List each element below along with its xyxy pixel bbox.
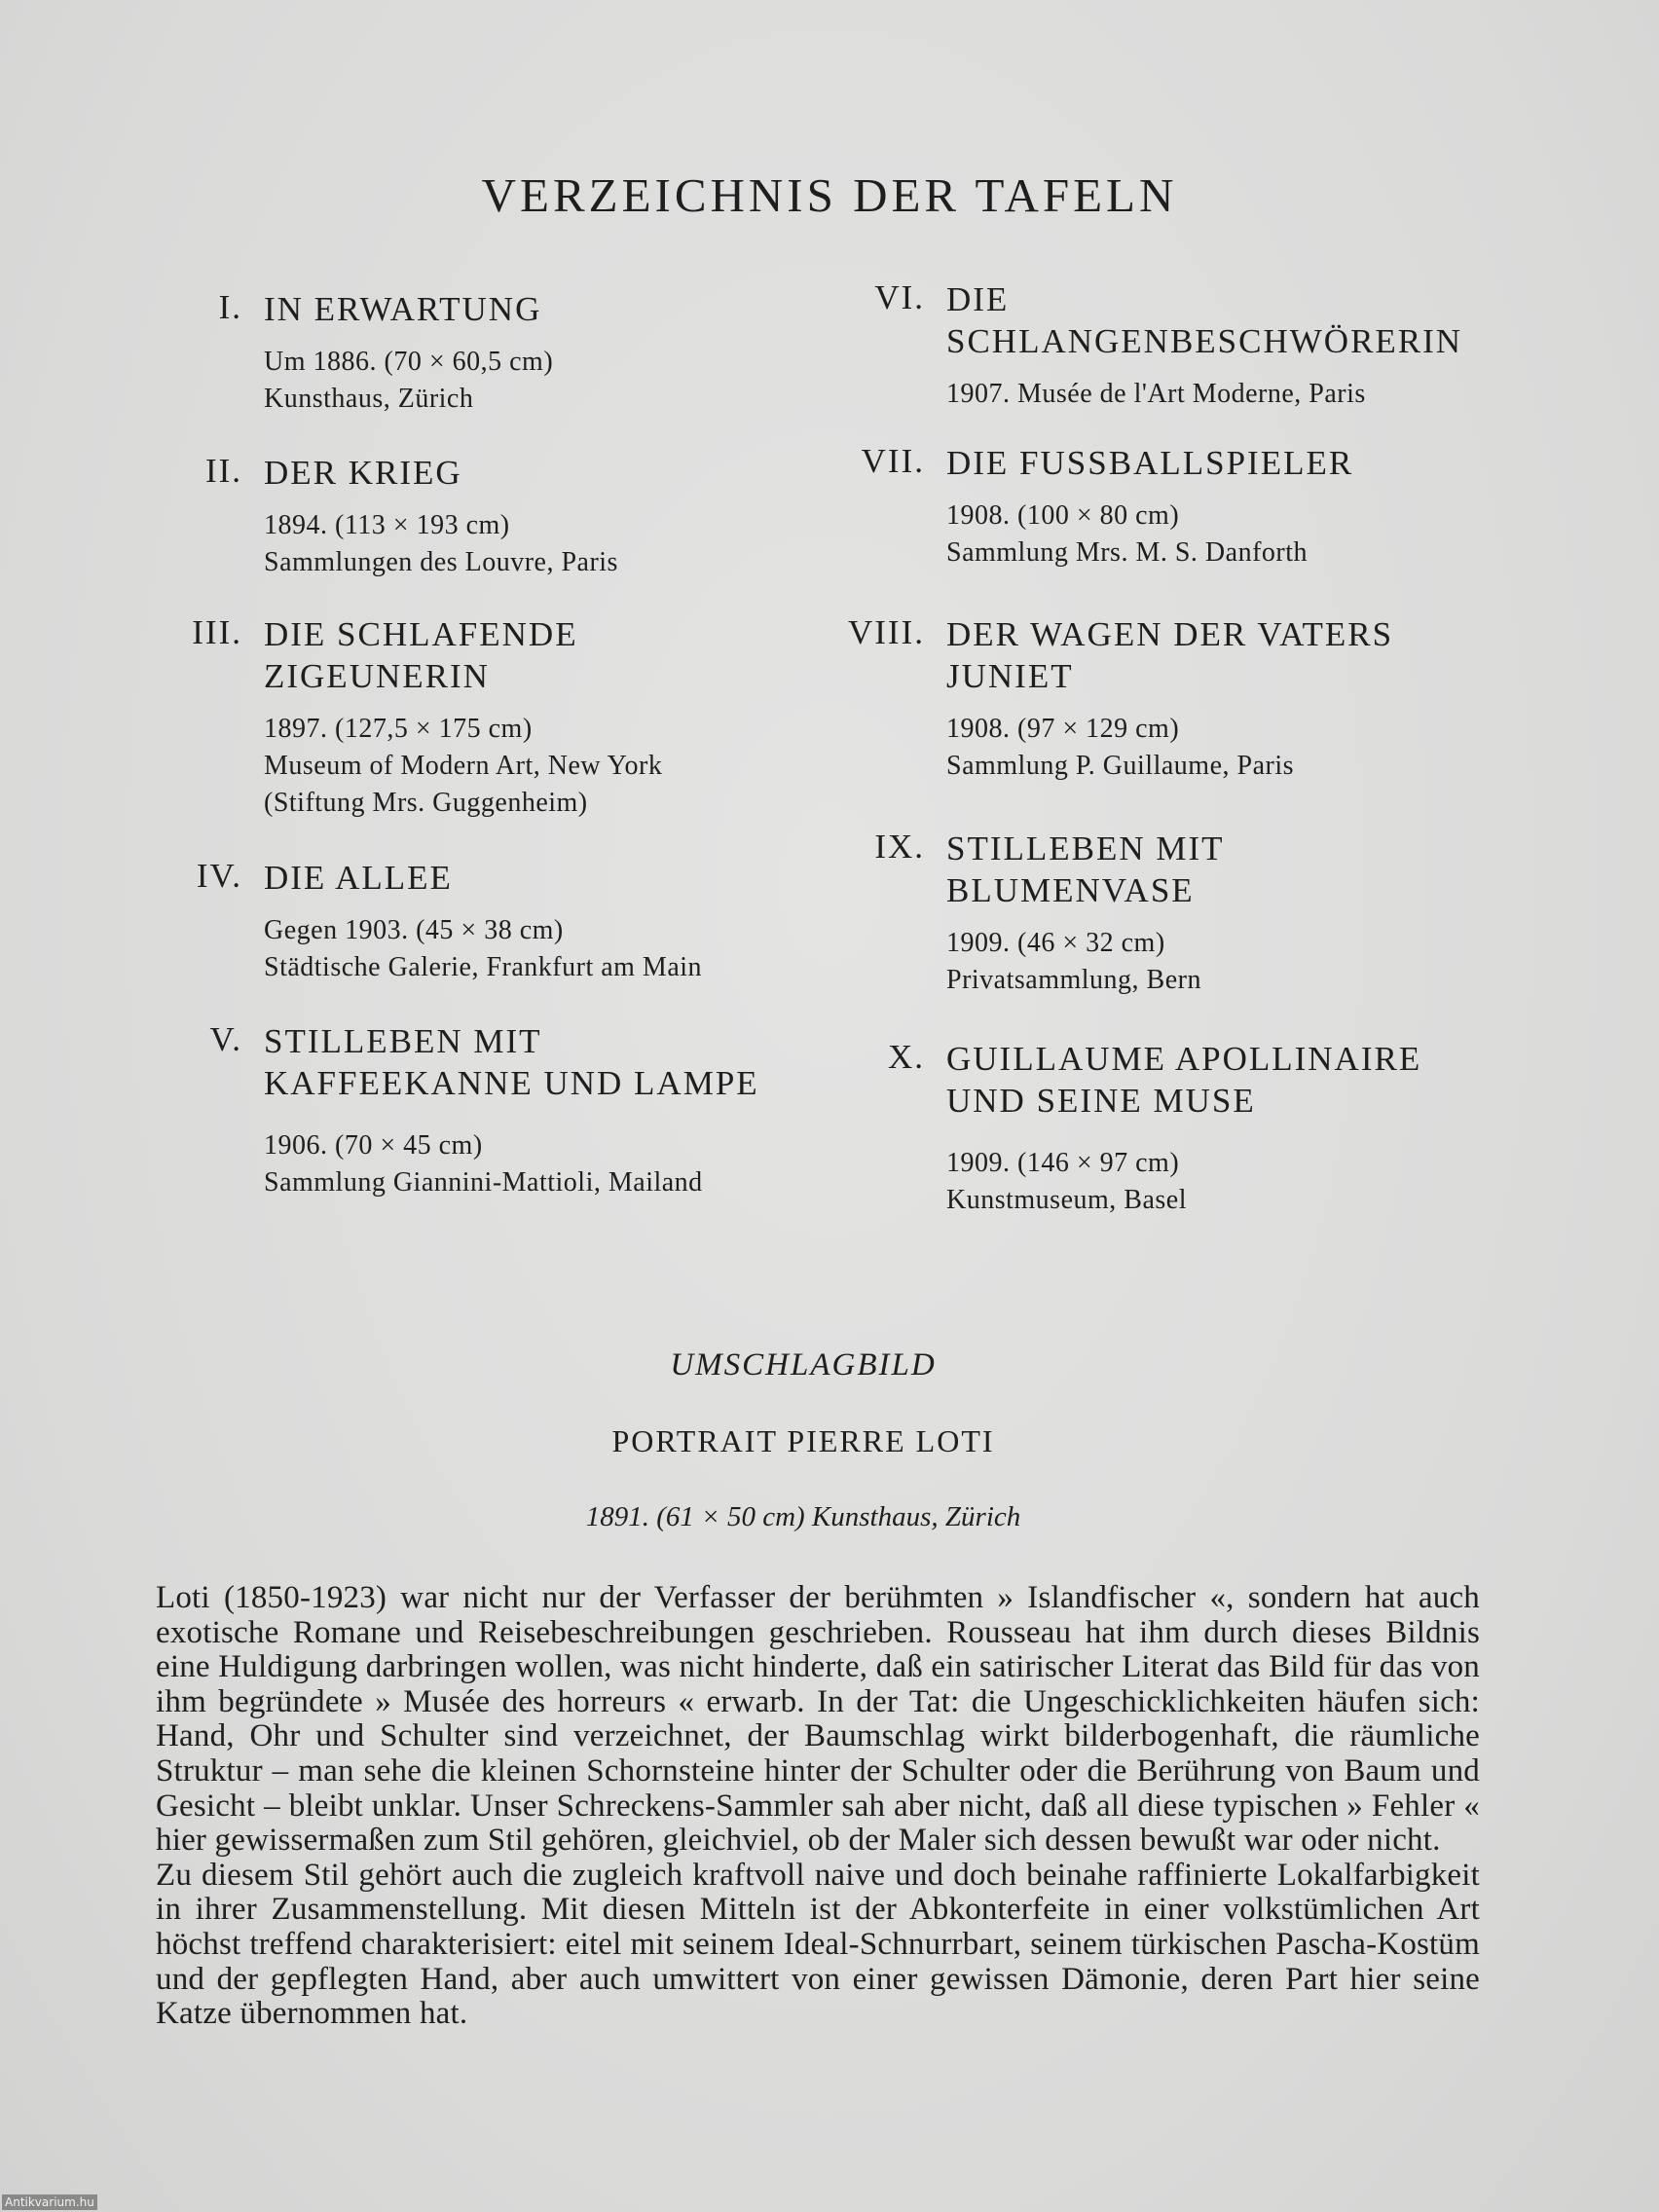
plate-detail-line: Sammlung Mrs. M. S. Danforth	[946, 537, 1308, 568]
plate-title-line: KAFFEEKANNE UND LAMPE	[264, 1064, 759, 1102]
plate-detail-line: 1894. (113 × 193 cm)	[264, 510, 510, 540]
body-text	[156, 1581, 1480, 2032]
plate-number: I.	[218, 288, 242, 326]
plate-detail-line: Kunsthaus, Zürich	[264, 384, 474, 414]
plate-title-line: ZIGEUNERIN	[264, 657, 490, 695]
plate-number: IV.	[196, 857, 242, 895]
plate-item	[192, 613, 663, 822]
cover-title: PORTRAIT PIERRE LOTI	[611, 1423, 995, 1458]
plate-title-line: DIE FUSSBALLSPIELER	[946, 444, 1354, 482]
plate-number: VII.	[861, 442, 925, 480]
body-paragraph: Zu diesem Stil gehört auch die zugleich kraftvoll naive und doch beinahe raffinierte Lokalfarbigkeit in ihrer Zusammenstellung. Mit diesen Mitteln ist der Abkonterfeite in einer volkstümlichen Art höchst treffend charakterisiert: eitel mit seinem Ideal-Schnurrbart, seinem türkischen Pascha-Kostüm und der gepflegten Hand, aber auch umwittert von einer gewissen Dämonie, deren Part hier seine Katze übernommen hat.	[156, 1857, 1480, 2032]
plate-title-line: DER WAGEN DER VATERS	[946, 615, 1394, 653]
plate-detail-line: 1908. (100 × 80 cm)	[946, 500, 1180, 531]
plate-number: IX.	[874, 828, 925, 866]
plate-number: III.	[192, 613, 242, 651]
plate-title-line: DIE ALLEE	[264, 859, 453, 897]
plate-title-line: UND SEINE MUSE	[946, 1082, 1256, 1120]
plate-detail-line: Museum of Modern Art, New York	[264, 751, 663, 781]
plate-detail-line: 1907. Musée de l'Art Moderne, Paris	[946, 379, 1366, 409]
plate-title-line: STILLEBEN MIT	[264, 1022, 542, 1060]
plate-number: V.	[209, 1020, 242, 1058]
plate-number: X.	[887, 1038, 925, 1076]
plate-number: VI.	[874, 278, 925, 316]
plate-item	[887, 1038, 1422, 1219]
plate-title-line: IN ERWARTUNG	[264, 290, 542, 328]
watermark: Antikvarium.hu	[2, 2194, 97, 2210]
plate-detail-line: 1909. (146 × 97 cm)	[946, 1148, 1180, 1178]
plate-item	[861, 442, 1354, 571]
plate-title-line: STILLEBEN MIT	[946, 830, 1225, 867]
plate-detail-line: 1908. (97 × 129 cm)	[946, 714, 1180, 744]
plate-title-line: DER KRIEG	[264, 454, 462, 492]
plate-detail-line: Sammlung Giannini-Mattioli, Mailand	[264, 1167, 703, 1198]
plate-detail-line: 1909. (46 × 32 cm)	[946, 928, 1165, 958]
plate-detail-line: (Stiftung Mrs. Guggenheim)	[264, 788, 588, 818]
plate-item	[204, 452, 618, 581]
plate-detail-line: Um 1886. (70 × 60,5 cm)	[264, 347, 554, 377]
plate-title-line: GUILLAUME APOLLINAIRE	[946, 1040, 1422, 1078]
plate-detail-line: Städtische Galerie, Frankfurt am Main	[264, 952, 703, 982]
plate-title-line: DIE SCHLAFENDE	[264, 615, 578, 653]
plate-item	[874, 828, 1225, 999]
plate-title-line: DIE	[946, 280, 1010, 318]
cover-detail: 1891. (61 × 50 cm) Kunsthaus, Zürich	[585, 1501, 1021, 1532]
plate-detail-line: 1906. (70 × 45 cm)	[264, 1130, 483, 1161]
plate-item	[874, 278, 1463, 413]
plate-detail-line: Sammlung P. Guillaume, Paris	[946, 751, 1294, 781]
plate-item	[848, 613, 1394, 785]
page-title: VERZEICHNIS DER TAFELN	[481, 168, 1178, 222]
plate-number: II.	[204, 452, 242, 490]
plate-item	[196, 857, 703, 986]
plate-detail-line: 1897. (127,5 × 175 cm)	[264, 714, 533, 744]
plate-title-line: SCHLANGENBESCHWÖRERIN	[946, 322, 1463, 360]
plate-detail-line: Gegen 1903. (45 × 38 cm)	[264, 915, 564, 945]
cover-heading: UMSCHLAGBILD	[670, 1347, 937, 1382]
plate-number: VIII.	[848, 613, 925, 651]
plate-title-line: BLUMENVASE	[946, 871, 1195, 909]
plate-item	[218, 288, 554, 418]
body-paragraph: Loti (1850-1923) war nicht nur der Verfasser der berühmten » Islandfischer «, sondern hat auch exotische Romane und Reisebeschreibungen geschrieben. Rousseau hat ihm durch dieses Bildnis eine Huldigung darbringen wollen, was nicht hinderte, daß ein satirischer Literat das Bild für das von ihm begründete » Musée des horreurs « erwarb. In der Tat: die Ungeschicklichkeiten häufen sich: Hand, Ohr und Schulter sind verzeichnet, der Baumschlag wirkt bilderbogenhaft, die räumliche Struktur – man sehe die kleinen Schornsteine hinter der Schulter oder die Berührung von Baum und Gesicht – bleibt unklar. Unser Schreckens-Sammler sah aber nicht, daß all diese typischen » Fehler « hier gewissermaßen zum Stil gehören, gleichviel, ob der Maler sich dessen bewußt war oder nicht.	[156, 1580, 1480, 1859]
plate-detail-line: Kunstmuseum, Basel	[946, 1185, 1187, 1215]
plate-detail-line: Privatsammlung, Bern	[946, 965, 1201, 995]
plate-title-line: JUNIET	[946, 657, 1074, 695]
plate-item	[209, 1020, 759, 1201]
plate-detail-line: Sammlungen des Louvre, Paris	[264, 547, 618, 577]
